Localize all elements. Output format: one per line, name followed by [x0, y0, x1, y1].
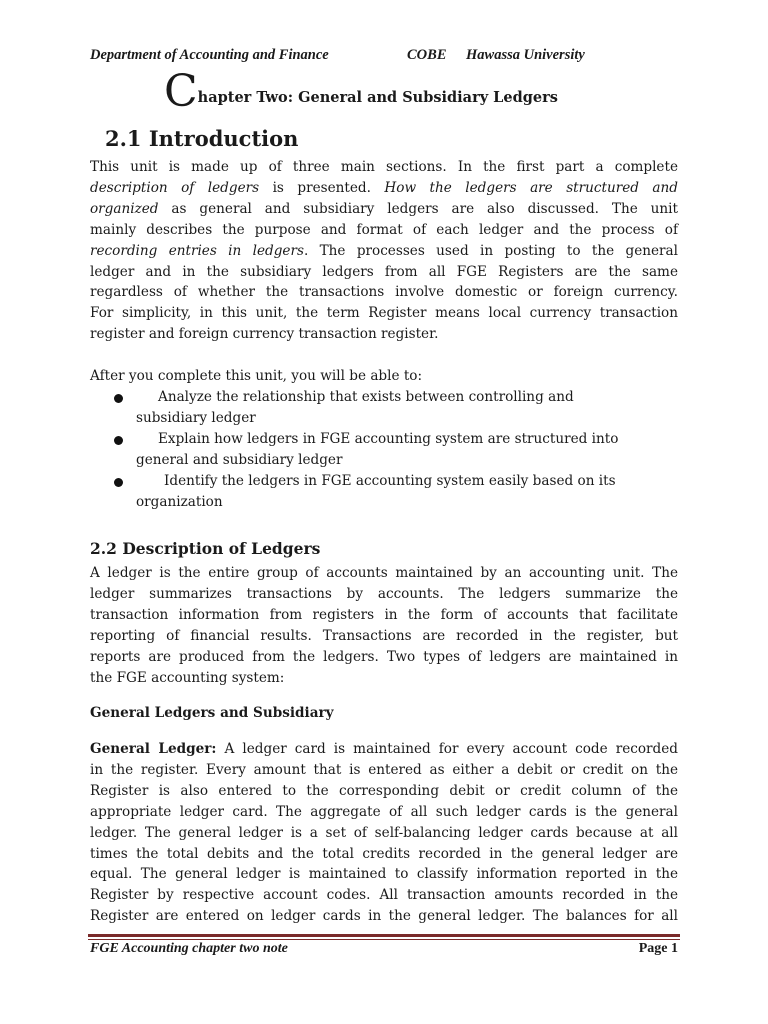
general-ledger-line: ledger. The general ledger is a set of self-balancing ledger cards because at all	[90, 824, 678, 841]
footer-note: FGE Accounting chapter two note	[90, 941, 288, 956]
description-line: the FGE accounting system:	[90, 669, 285, 686]
intro-line: description of ledgers is presented. How the ledgers are structured and	[90, 179, 678, 196]
chapter-title-rest: hapter Two: General and Subsidiary Ledgers	[197, 89, 558, 106]
general-ledger-line: in the register. Every amount that is entered as either a debit or credit on the	[90, 761, 678, 778]
header-department: Department of Accounting and Finance	[90, 47, 329, 63]
general-ledger-line: Register is also entered to the corresponding debit or credit column of the	[90, 782, 678, 799]
chapter-title-initial: C	[164, 66, 198, 117]
section-heading-description: 2.2 Description of Ledgers	[90, 539, 321, 558]
page-number: Page 1	[638, 941, 678, 956]
bullet-dot-icon	[114, 436, 123, 445]
bullet-dot-icon	[114, 478, 123, 487]
intro-line: This unit is made up of three main sections. In the first part a complete	[90, 159, 678, 175]
intro-line: mainly describes the purpose and format of each ledger and the process of	[90, 221, 678, 238]
description-line: A ledger is the entire group of accounts maintained by an accounting unit. The	[90, 565, 678, 581]
footer-divider	[88, 934, 680, 937]
objective-text: Identify the ledgers in FGE accounting system easily based on its organization	[136, 472, 616, 510]
objective-item	[90, 471, 678, 513]
general-ledger-line: appropriate ledger card. The aggregate of all such ledger cards is the general	[90, 803, 678, 820]
general-ledger-paragraph	[90, 739, 678, 927]
footer-divider-thin	[88, 939, 680, 940]
running-header	[90, 47, 690, 67]
subheading-general-ledgers: General Ledgers and Subsidiary	[90, 705, 334, 721]
intro-line: For simplicity, in this unit, the term Register means local currency transaction	[90, 305, 678, 322]
header-university: Hawassa University	[466, 47, 585, 63]
intro-line: register and foreign currency transaction register.	[90, 326, 439, 343]
general-ledger-line: equal. The general ledger is maintained to classify information reported in the	[90, 866, 678, 883]
objectives-lead: After you complete this unit, you will be able to:	[90, 368, 423, 384]
objective-item	[90, 387, 678, 429]
chapter-title	[164, 66, 558, 117]
header-college: COBE	[407, 47, 447, 63]
section-heading-introduction: 2.1 Introduction	[105, 126, 299, 151]
intro-line: organized as general and subsidiary ledgers are also discussed. The unit	[90, 200, 678, 217]
description-line: reports are produced from the ledgers. Two types of ledgers are maintained in	[90, 648, 678, 665]
general-ledger-line: Register by respective account codes. All transaction amounts recorded in the	[90, 887, 678, 904]
description-line: transaction information from registers in the form of accounts that facilitate	[90, 606, 678, 623]
general-ledger-line: General Ledger: A ledger card is maintained for every account code recorded	[90, 741, 678, 757]
objective-text: Explain how ledgers in FGE accounting system are structured into general and subsidiary ledger	[136, 430, 619, 468]
intro-line: regardless of whether the transactions involve domestic or foreign currency.	[90, 284, 678, 301]
intro-paragraph	[90, 157, 678, 345]
intro-line: recording entries in ledgers. The processes used in posting to the general	[90, 242, 679, 259]
description-line: reporting of financial results. Transactions are recorded in the register, but	[90, 627, 678, 644]
general-ledger-line: times the total debits and the total credits recorded in the general ledger are	[90, 845, 678, 862]
objectives-list	[90, 387, 678, 512]
description-line: ledger summarizes transactions by accounts. The ledgers summarize the	[90, 585, 678, 602]
general-ledger-line: Register are entered on ledger cards in the general ledger. The balances for all	[90, 908, 678, 925]
objective-item	[90, 429, 678, 471]
description-paragraph	[90, 563, 678, 688]
objective-text: Analyze the relationship that exists between controlling and subsidiary ledger	[136, 389, 574, 426]
general-ledger-term: General Ledger:	[90, 741, 217, 757]
bullet-dot-icon	[114, 394, 123, 403]
intro-line: ledger and in the subsidiary ledgers from all FGE Registers are the same	[90, 263, 678, 280]
